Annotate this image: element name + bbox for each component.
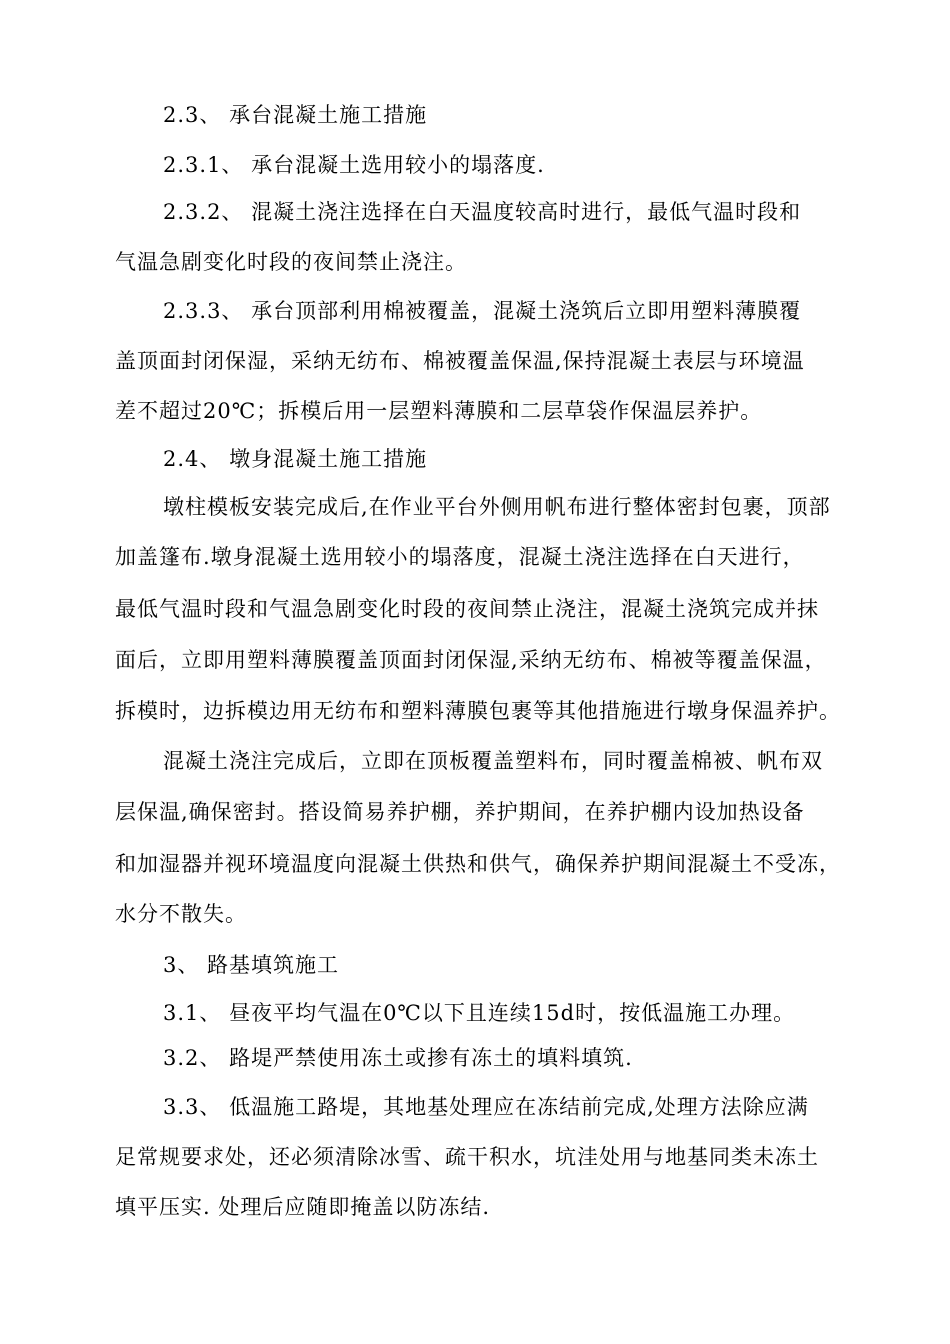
heading-3: 3、 路基填筑施工 [163,953,340,977]
paragraph-3-2: 3.2、 路堤严禁使用冻土或掺有冻土的填料填筑. [163,1046,633,1070]
heading-2-3: 2.3、 承台混凝土施工措施 [163,103,428,127]
paragraph-2-3-3-line-3: 差不超过20℃；拆模后用一层塑料薄膜和二层草袋作保温层养护。 [115,399,763,423]
heading-2-4: 2.4、 墩身混凝土施工措施 [163,447,428,471]
paragraph-3-3-line-1: 3.3、 低温施工路堤，其地基处理应在冻结前完成,处理方法除应满 [163,1095,809,1119]
paragraph-2-3-3-line-2: 盖顶面封闭保湿，采纳无纺布、棉被覆盖保温,保持混凝土表层与环境温 [115,349,805,373]
paragraph-3-3-line-3: 填平压实. 处理后应随即掩盖以防冻结. [115,1195,491,1219]
paragraph-2-3-1: 2.3.1、 承台混凝土选用较小的塌落度. [163,153,545,177]
paragraph-pier-line-2: 加盖篷布.墩身混凝土选用较小的塌落度，混凝土浇注选择在白天进行， [115,545,805,569]
paragraph-2-3-2-line-1: 2.3.2、 混凝土浇注选择在白天温度较高时进行，最低气温时段和 [163,200,802,224]
paragraph-curing-line-2: 层保温,确保密封。搭设简易养护棚，养护期间，在养护棚内设加热设备 [115,800,805,824]
paragraph-curing-line-4: 水分不散失。 [115,902,247,926]
paragraph-3-1: 3.1、 昼夜平均气温在0℃以下且连续15d时，按低温施工办理。 [163,1001,796,1025]
paragraph-curing-line-3: 和加湿器并视环境温度向混凝土供热和供气，确保养护期间混凝土不受冻， [115,852,841,876]
paragraph-pier-line-1: 墩柱模板安装完成后,在作业平台外侧用帆布进行整体密封包裹，顶部 [163,495,831,519]
paragraph-pier-line-3: 最低气温时段和气温急剧变化时段的夜间禁止浇注，混凝土浇筑完成并抹 [115,597,819,621]
paragraph-curing-line-1: 混凝土浇注完成后，立即在顶板覆盖塑料布，同时覆盖棉被、帆布双 [163,749,823,773]
paragraph-pier-line-5: 拆模时，边拆模边用无纺布和塑料薄膜包裹等其他措施进行墩身保温养护。 [115,699,841,723]
paragraph-2-3-2-line-2: 气温急剧变化时段的夜间禁止浇注。 [115,250,467,274]
paragraph-pier-line-4: 面后，立即用塑料薄膜覆盖顶面封闭保湿,采纳无纺布、棉被等覆盖保温， [115,648,827,672]
paragraph-2-3-3-line-1: 2.3.3、 承台顶部利用棉被覆盖，混凝土浇筑后立即用塑料薄膜覆 [163,299,802,323]
paragraph-3-3-line-2: 足常规要求处，还必须清除冰雪、疏干积水，坑洼处用与地基同类未冻土 [115,1145,819,1169]
